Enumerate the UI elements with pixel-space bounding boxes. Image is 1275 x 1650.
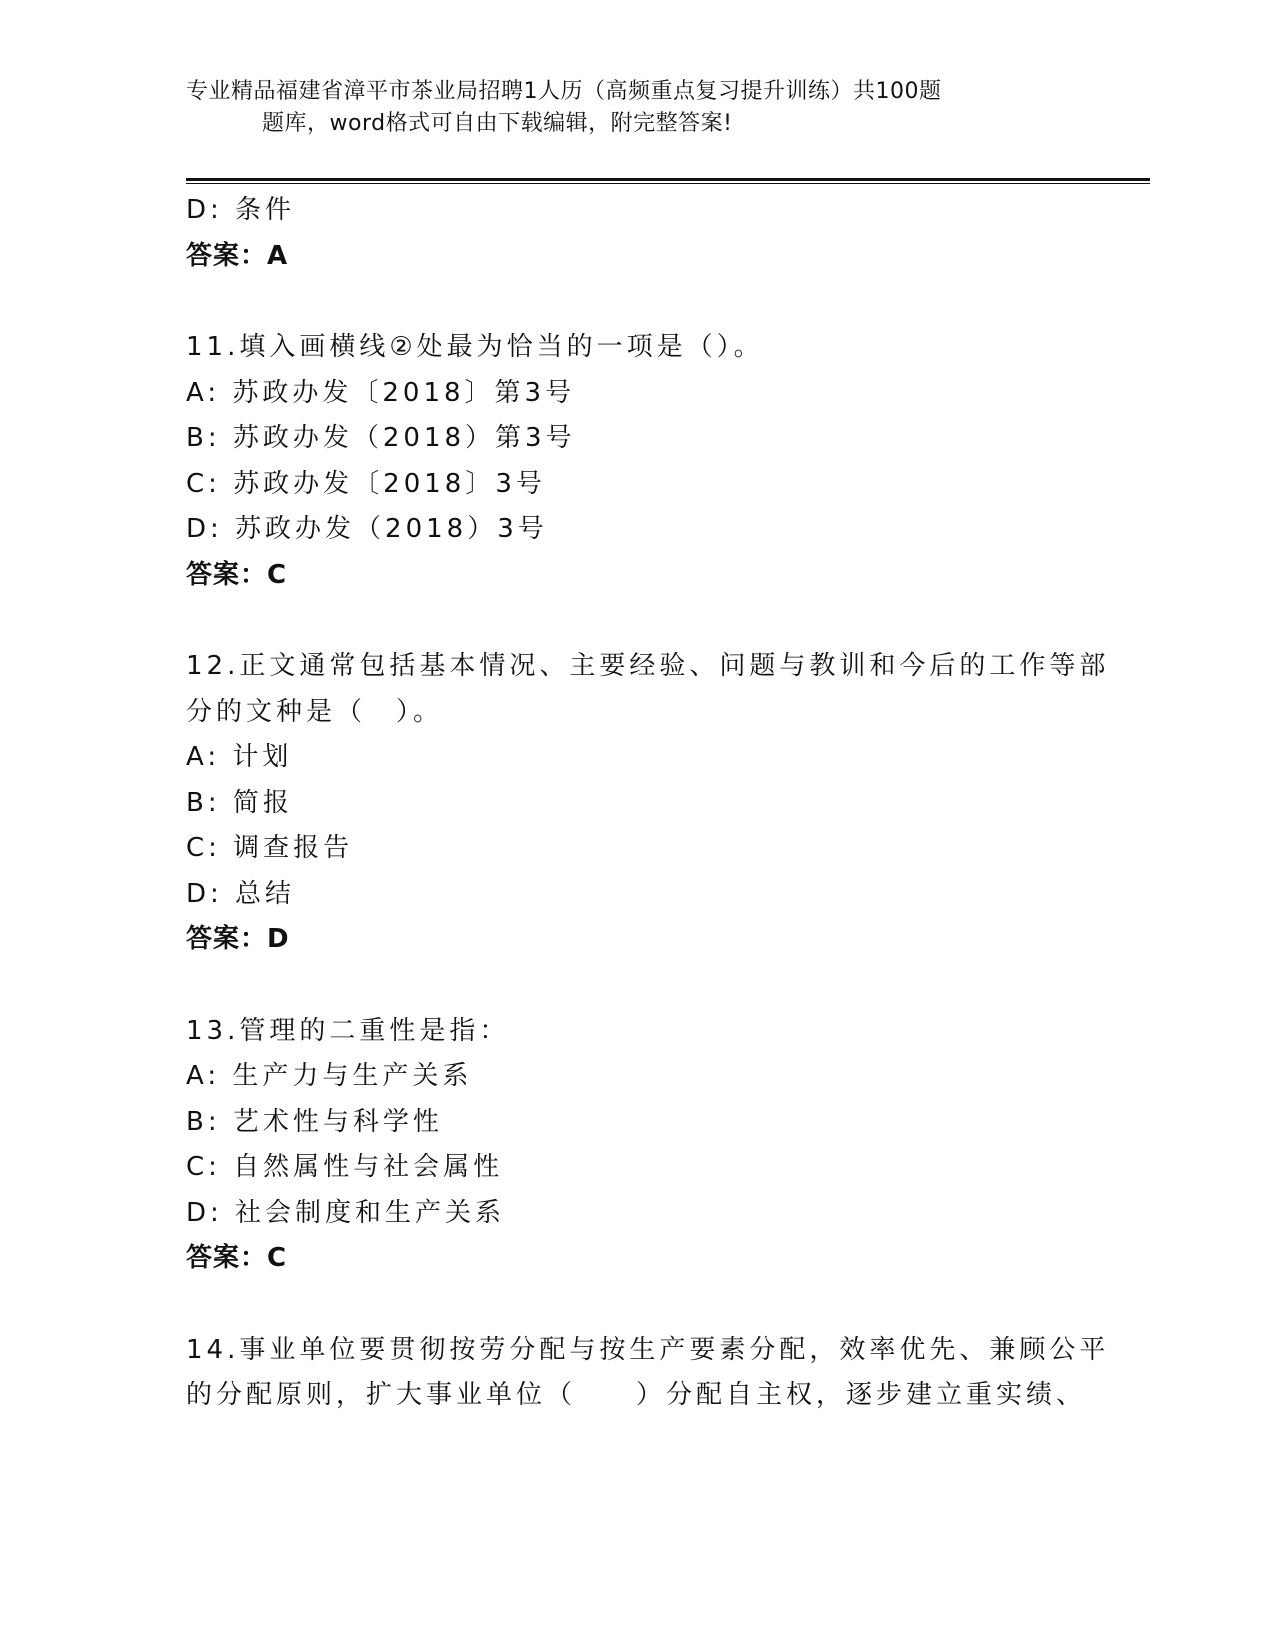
- option-c: C: 调查报告: [186, 833, 354, 863]
- header-title-line2: 题库，word格式可自由下载编辑，附完整答案!: [262, 111, 733, 136]
- option-d: D: 总结: [186, 878, 296, 909]
- document-header: [186, 76, 1066, 140]
- question-stem-line1: 14.事业单位要贯彻按劳分配与按生产要素分配，效率优先、兼顾公平: [186, 1334, 1110, 1365]
- option-d: D: 社会制度和生产关系: [186, 1197, 506, 1228]
- option-a: A: 生产力与生产关系: [186, 1061, 473, 1091]
- question-11: [186, 325, 1086, 598]
- option-d: D: 苏政办发（2018）3号: [186, 514, 548, 544]
- option-c: C: 自然属性与社会属性: [186, 1152, 504, 1182]
- header-divider-thick: [186, 178, 1150, 181]
- question-answer: 答案：C: [186, 559, 288, 590]
- option-a: A: 计划: [186, 742, 293, 772]
- question-stem: 13.管理的二重性是指：: [186, 1015, 510, 1046]
- question-13: [186, 1009, 1086, 1282]
- document-body: [186, 188, 1110, 1419]
- option-c: C: 苏政办发〔2018〕3号: [186, 468, 546, 499]
- question-stem: 11.填入画横线②处最为恰当的一项是（）。: [186, 332, 764, 362]
- option-b: B: 苏政办发（2018）第3号: [186, 423, 576, 453]
- question-stem-line1: 12.正文通常包括基本情况、主要经验、问题与教训和今后的工作等部: [186, 651, 1110, 681]
- question-stem-line2: 分的文种是（ ）。: [186, 696, 444, 727]
- question-answer: 答案：D: [186, 924, 290, 954]
- question-answer: 答案：C: [186, 1243, 288, 1273]
- option-a: A: 苏政办发〔2018〕第3号: [186, 377, 576, 408]
- prev-question-option-d: D: 条件: [186, 195, 296, 225]
- option-b: B: 艺术性与科学性: [186, 1106, 443, 1137]
- option-b: B: 简报: [186, 787, 293, 818]
- question-stem-line2: 的分配原则，扩大事业单位（ ）分配自主权，逐步建立重实绩、: [186, 1380, 1087, 1410]
- prev-question-answer: 答案：A: [186, 240, 289, 271]
- question-12: [186, 644, 1110, 963]
- header-title-line1: 专业精品福建省漳平市茶业局招聘1人历（高频重点复习提升训练）共100题: [186, 79, 942, 104]
- header-divider-thin: [186, 183, 1150, 184]
- question-14: [186, 1328, 1110, 1419]
